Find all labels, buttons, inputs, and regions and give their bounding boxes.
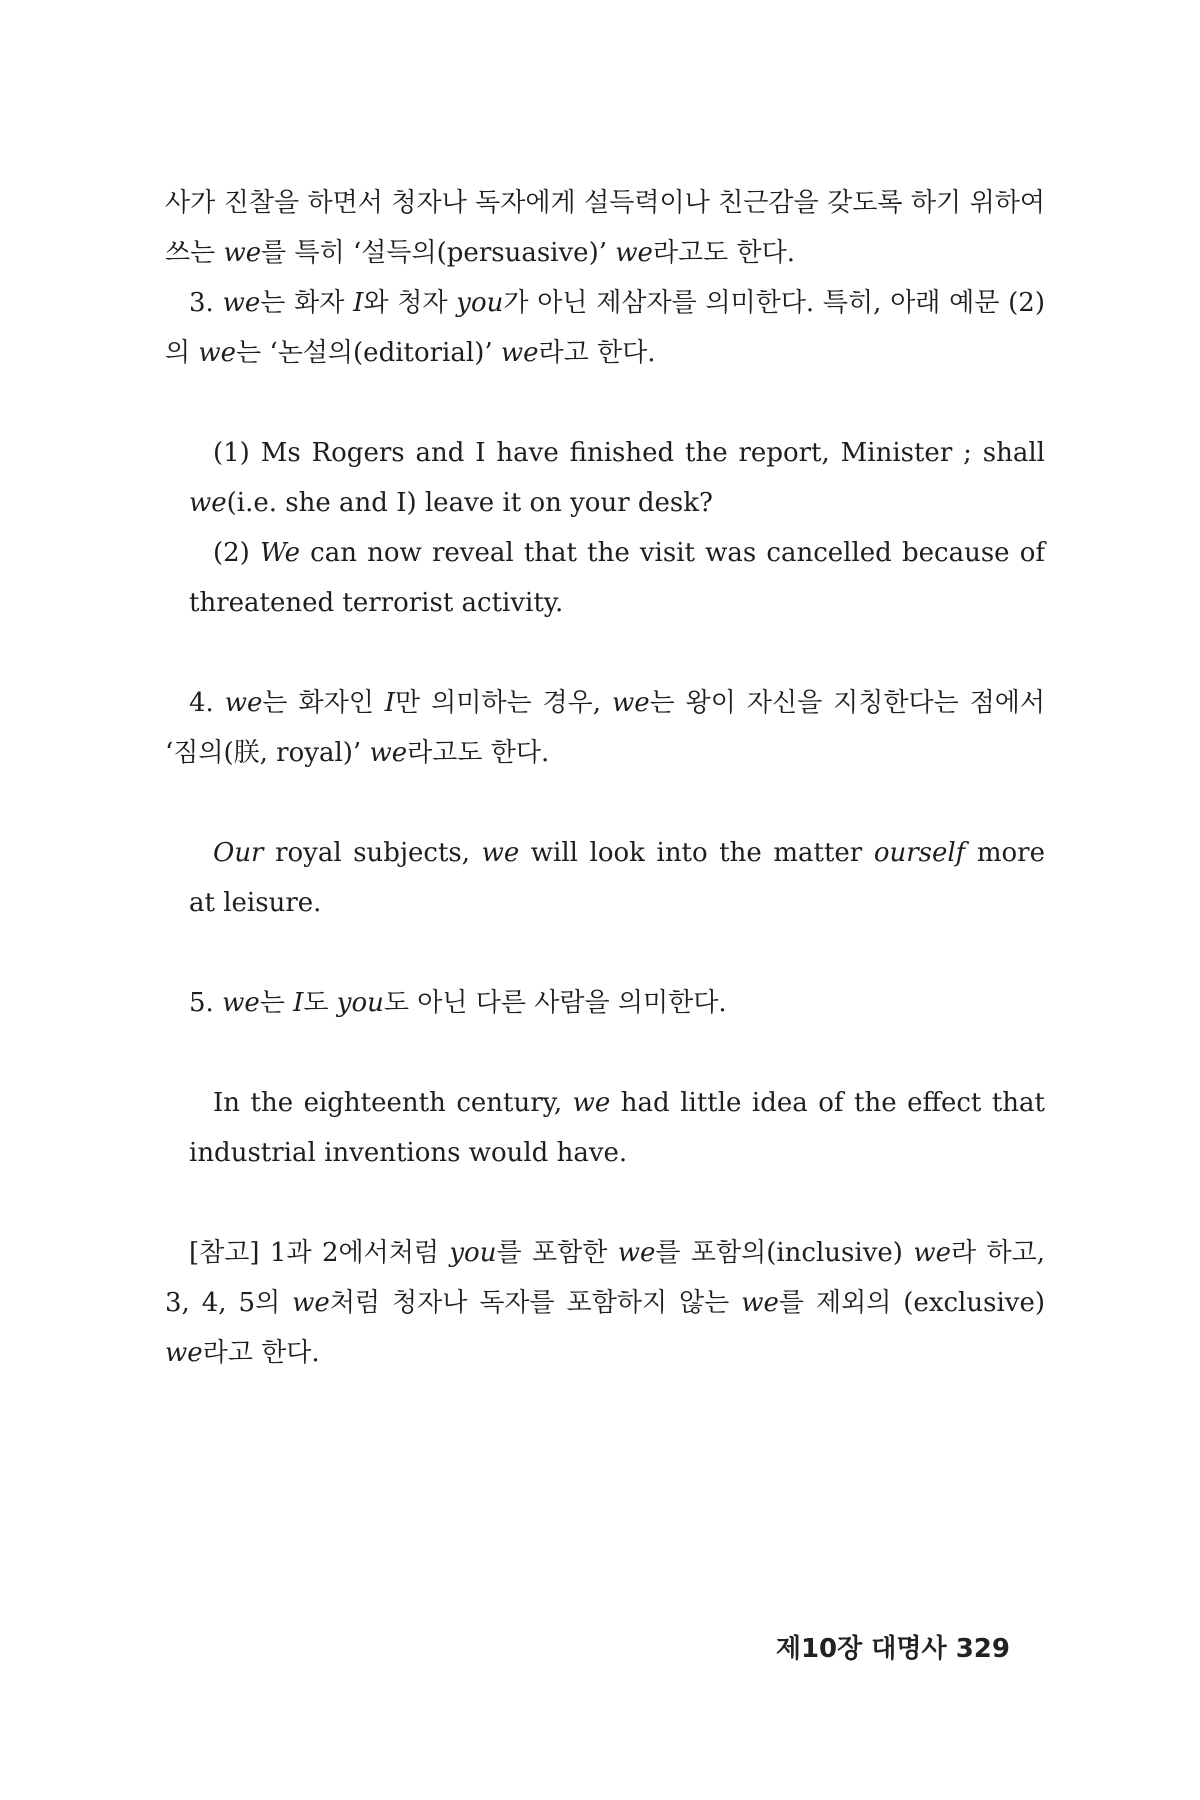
italic-you: you [456, 288, 504, 318]
paragraph-4 [165, 678, 1045, 778]
italic-our: Our [213, 838, 264, 868]
text-run: 가 아닌 제삼자를 의미한다. 특히, 아래 예문 (2)의 [165, 288, 1045, 368]
example-block-3 [189, 1078, 1045, 1178]
text-run: 는 ‘논설의(editorial)’ [236, 338, 501, 368]
example-2 [189, 528, 1045, 628]
text-run: 3. [189, 288, 223, 318]
italic-we: we [572, 1088, 611, 1118]
text-run: 사가 진찰을 하면서 청자나 독자에게 설득력이나 친근감을 갖도록 하기 위하여 쓰는 [165, 188, 1045, 268]
running-head: 제10장 대명사 [775, 1634, 947, 1664]
italic-we: we [224, 688, 263, 718]
text-run: 는 화자인 [262, 688, 385, 718]
italic-you: you [449, 1238, 497, 1268]
text-run: 도 [303, 988, 337, 1018]
text-run: [참고] 1과 2에서처럼 [189, 1238, 450, 1268]
example-block-2 [189, 828, 1045, 928]
text-run: can now reveal that the visit was cancelled because of threatened terrorist activity. [189, 538, 1045, 618]
italic-we: we [617, 1238, 656, 1268]
example-4 [189, 1078, 1045, 1178]
body-text [165, 178, 1045, 1378]
text-run: 도 아닌 다른 사람을 의미한다. [383, 988, 727, 1018]
text-run: 와 청자 [363, 288, 457, 318]
text-run: 를 포함의(inclusive) [655, 1238, 914, 1268]
text-run: had little idea of the effect that industrial inventions would have. [189, 1088, 1045, 1168]
text-run: 를 특히 ‘설득의(persuasive)’ [261, 238, 616, 268]
text-run: will look into the matter [519, 838, 874, 868]
text-run: 라 하고, 3, 4, 5의 [165, 1238, 1045, 1318]
text-run: 5. [189, 988, 223, 1018]
italic-we: we [615, 238, 653, 268]
text-run: 만 의미하는 경우, [395, 688, 612, 718]
example-block-1 [189, 428, 1045, 628]
text-run: royal subjects, [263, 838, 482, 868]
text-run: 라고 한다. [202, 1338, 320, 1368]
text-run: (i.e. she and I) leave it on your desk? [226, 488, 713, 518]
italic-we: we [913, 1238, 951, 1268]
italic-ourself: ourself [873, 838, 966, 868]
text-run: 는 [259, 988, 294, 1018]
italic-we: We [260, 538, 300, 568]
text-run: 처럼 청자나 독자를 포함하지 않는 [329, 1288, 742, 1318]
text-run: 는 왕이 자신을 지칭한다는 점에서 ‘짐의(朕, royal)’ [165, 688, 1045, 768]
text-run: more at leisure. [189, 838, 1045, 918]
note-paragraph [165, 1228, 1045, 1378]
paragraph-3 [165, 278, 1045, 378]
text-run: 라고도 한다. [407, 738, 550, 768]
italic-we: we [223, 238, 262, 268]
italic-we: we [481, 838, 520, 868]
example-1 [189, 428, 1045, 528]
italic-I: I [353, 288, 364, 318]
text-run: (1) Ms Rogers and I have finished the report, Minister ; shall [213, 438, 1045, 468]
example-3 [189, 828, 1045, 928]
italic-we: we [369, 738, 408, 768]
paragraph-5 [165, 978, 1045, 1028]
italic-we: we [222, 988, 260, 1018]
text-run: 를 제외의 (exclusive) [778, 1288, 1045, 1318]
italic-I: I [384, 688, 396, 718]
italic-we: we [222, 288, 261, 318]
italic-we: we [611, 688, 650, 718]
italic-we: we [198, 338, 237, 368]
italic-we: we [165, 1338, 203, 1368]
paragraph-2-continued [165, 178, 1045, 278]
italic-we: we [292, 1288, 330, 1318]
text-run: 4. [189, 688, 225, 718]
italic-you: you [336, 988, 384, 1018]
italic-we: we [741, 1288, 779, 1318]
italic-we: we [189, 488, 227, 518]
page-footer [0, 1628, 1010, 1665]
text-run: 라고도 한다. [652, 238, 796, 268]
italic-we: we [500, 338, 539, 368]
italic-I: I [293, 988, 304, 1018]
text-run: 를 포함한 [496, 1238, 618, 1268]
text-run: 는 화자 [260, 288, 354, 318]
page-number: 329 [955, 1634, 1010, 1664]
text-run: In the eighteenth century, [213, 1088, 573, 1118]
text-run: (2) [213, 538, 260, 568]
text-run: 라고 한다. [538, 338, 656, 368]
